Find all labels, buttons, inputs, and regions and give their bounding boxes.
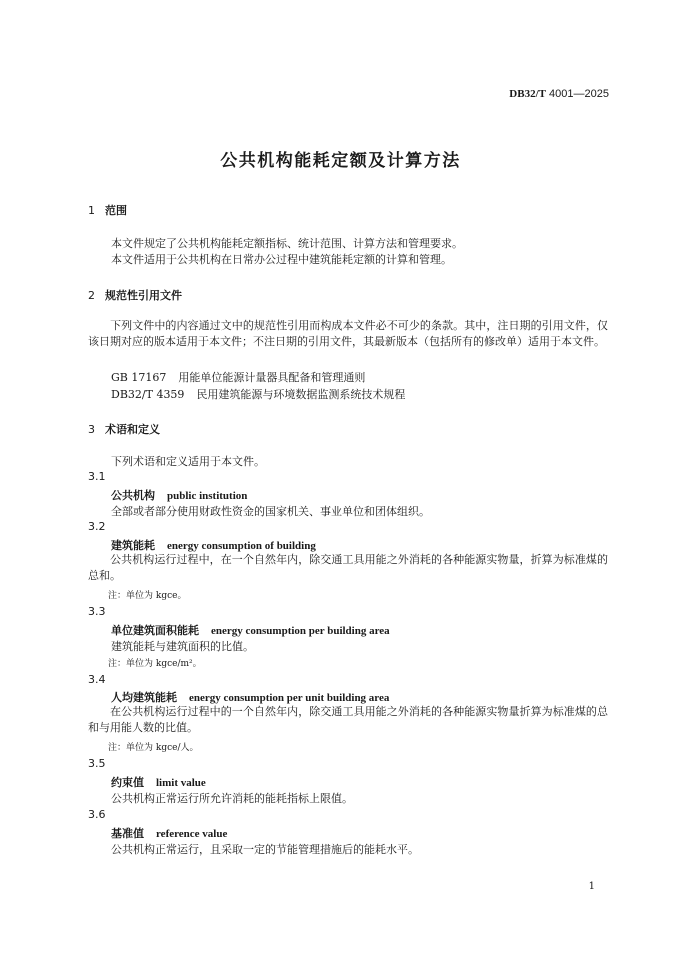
section-title: 术语和定义 (105, 423, 160, 436)
term-zh: 建筑能耗 (111, 539, 155, 552)
reference-title: 用能单位能源计量器具配备和管理通则 (178, 371, 366, 384)
reference-title: 民用建筑能源与环境数据监测系统技术规程 (196, 388, 406, 401)
clause-number: 3.4 (88, 673, 106, 686)
term-zh: 约束值 (111, 776, 144, 789)
standard-code (509, 88, 609, 100)
section-number: 1 (88, 204, 95, 217)
term-heading (111, 537, 316, 553)
section-2-heading (88, 287, 182, 303)
scope-paragraph-1: 本文件规定了公共机构能耗定额指标、统计范围、计算方法和管理要求。 (111, 237, 463, 250)
definition-text: 在公共机构运行过程中的一个自然年内，除交通工具用能之外消耗的各种能源实物量折算为标准煤的总和与用能人数的比值。 (88, 705, 608, 734)
clause-number: 3.6 (88, 808, 106, 821)
section-3-heading (88, 421, 160, 437)
terms-intro: 下列术语和定义适用于本文件。 (111, 455, 265, 468)
term-zh: 基准值 (111, 827, 144, 840)
term-en: energy consumption of building (167, 540, 316, 552)
term-heading (111, 689, 389, 705)
scope-paragraph-2: 本文件适用于公共机构在日常办公过程中建筑能耗定额的计算和管理。 (111, 253, 452, 266)
section-title: 规范性引用文件 (105, 289, 182, 302)
term-definition: 公共机构正常运行所允许消耗的能耗指标上限值。 (111, 792, 353, 805)
term-zh: 人均建筑能耗 (111, 691, 177, 704)
term-en: reference value (156, 828, 228, 840)
standard-number: 4001—2025 (549, 88, 609, 100)
term-zh: 单位建筑面积能耗 (111, 624, 199, 637)
term-heading (111, 825, 227, 841)
term-en: limit value (156, 777, 206, 789)
document-title: 公共机构能耗定额及计算方法 (220, 151, 461, 171)
clause-number: 3.3 (88, 605, 106, 618)
reference-code: GB 17167 (111, 371, 167, 384)
reference-item (111, 386, 405, 402)
term-note: 注：单位为 kgce/m²。 (108, 659, 202, 669)
term-note: 注：单位为 kgce。 (108, 591, 187, 601)
section-number: 3 (88, 423, 95, 436)
clause-number: 3.5 (88, 757, 106, 770)
term-definition: 公共机构正常运行，且采取一定的节能管理措施后的能耗水平。 (111, 843, 419, 856)
term-definition: 全部或者部分使用财政性资金的国家机关、事业单位和团体组织。 (111, 505, 430, 518)
term-definition (88, 552, 608, 584)
normative-references-paragraph (88, 318, 608, 350)
definition-text: 公共机构运行过程中，在一个自然年内，除交通工具用能之外消耗的各种能源实物量，折算为标准煤的总和。 (88, 553, 608, 582)
reference-code: DB32/T 4359 (111, 388, 185, 401)
reference-item (111, 369, 365, 385)
term-definition (88, 704, 608, 736)
standard-prefix: DB32/T (509, 88, 546, 100)
term-heading (111, 622, 390, 638)
clause-number: 3.1 (88, 470, 106, 483)
paragraph-text: 下列文件中的内容通过文中的规范性引用而构成本文件必不可少的条款。其中，注日期的引用文件，仅该日期对应的版本适用于本文件；不注日期的引用文件，其最新版本（包括所有的修改单）适用于本文件。 (88, 319, 608, 348)
term-note: 注：单位为 kgce/人。 (108, 743, 199, 753)
term-en: energy consumption per unit building area (189, 692, 390, 704)
term-heading (111, 487, 247, 503)
section-title: 范围 (105, 204, 127, 217)
term-en: public institution (167, 490, 248, 502)
section-number: 2 (88, 289, 95, 302)
term-zh: 公共机构 (111, 489, 155, 502)
page-number: 1 (588, 881, 595, 892)
term-heading (111, 774, 206, 790)
term-definition: 建筑能耗与建筑面积的比值。 (111, 640, 254, 653)
section-1-heading (88, 202, 127, 218)
clause-number: 3.2 (88, 520, 106, 533)
term-en: energy consumption per building area (211, 625, 390, 637)
